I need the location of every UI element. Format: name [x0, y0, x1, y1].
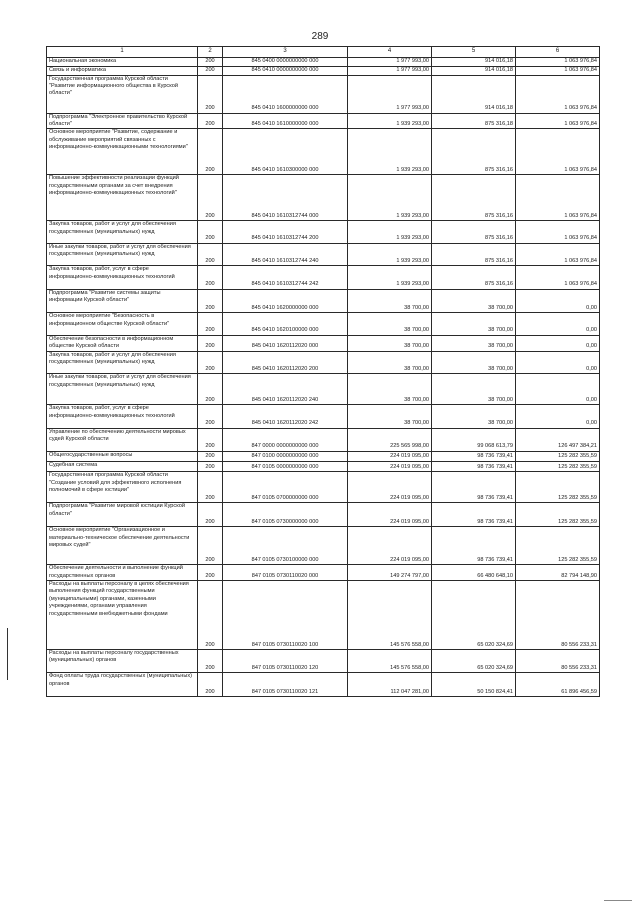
table-row [47, 451, 600, 461]
row-value-3: 1 063 976,84 [516, 221, 600, 244]
row-value-1: 145 576 558,00 [348, 649, 432, 673]
row-value-1: 38 700,00 [348, 405, 432, 429]
row-value-1: 1 977 993,00 [348, 75, 432, 113]
row-code: 200 [198, 66, 223, 75]
row-value-1: 224 019 095,00 [348, 451, 432, 461]
row-value-1: 38 700,00 [348, 351, 432, 374]
col-header-1: 1 [47, 47, 198, 58]
row-csr: 845 0410 1620112020 240 [223, 374, 348, 405]
row-code: 200 [198, 351, 223, 374]
col-header-4: 4 [348, 47, 432, 58]
row-name: Закупка товаров, работ и услуг для обеспечения государственных (муниципальных) нужд [47, 221, 198, 244]
row-name: Управление по обеспечению деятельности мировых судей Курской области [47, 428, 198, 451]
footer-rule [604, 900, 632, 901]
row-csr: 847 0105 0730110020 121 [223, 673, 348, 697]
row-name: Связь и информатика [47, 66, 198, 75]
row-name: Закупка товаров, работ и услуг для обеспечения государственных (муниципальных) нужд [47, 351, 198, 374]
row-value-3: 1 063 976,84 [516, 113, 600, 129]
row-name: Иные закупки товаров, работ и услуг для обеспечения государственных (муниципальных) нужд [47, 374, 198, 405]
row-name: Подпрограмма "Развитие системы защиты информации Курской области" [47, 289, 198, 313]
table-row [47, 113, 600, 129]
row-value-2: 914 016,18 [432, 66, 516, 75]
row-csr: 845 0410 1620112020 200 [223, 351, 348, 374]
row-value-2: 875 316,18 [432, 113, 516, 129]
row-name: Государственная программа Курской области "Создание условий для эффективного исполнения полномочий в сфере юстиции" [47, 472, 198, 503]
row-name: Основное мероприятие "Безопасность в информационном обществе Курской области" [47, 313, 198, 336]
row-code: 200 [198, 175, 223, 221]
table-row [47, 527, 600, 565]
row-csr: 845 0410 1610312744 240 [223, 243, 348, 266]
row-code: 200 [198, 113, 223, 129]
row-csr: 845 0410 0000000000 000 [223, 66, 348, 75]
table-row [47, 580, 600, 649]
row-csr: 845 0410 1610312744 242 [223, 266, 348, 290]
table-row [47, 221, 600, 244]
row-value-2: 50 150 824,41 [432, 673, 516, 697]
row-name: Национальная экономика [47, 58, 198, 67]
table-row [47, 472, 600, 503]
row-name: Закупка товаров, работ, услуг в сфере информационно-коммуникационных технологий [47, 266, 198, 290]
row-value-3: 1 063 976,84 [516, 175, 600, 221]
row-value-2: 875 316,16 [432, 243, 516, 266]
row-value-1: 38 700,00 [348, 313, 432, 336]
table-row [47, 428, 600, 451]
row-code: 200 [198, 75, 223, 113]
row-value-3: 1 063 976,84 [516, 58, 600, 67]
table-row [47, 66, 600, 75]
row-value-3: 0,00 [516, 313, 600, 336]
budget-table [46, 46, 600, 697]
row-code: 200 [198, 243, 223, 266]
row-name: Общегосударственные вопросы [47, 451, 198, 461]
row-value-3: 125 282 355,59 [516, 461, 600, 472]
row-value-3: 125 282 355,59 [516, 527, 600, 565]
row-value-3: 1 063 976,84 [516, 266, 600, 290]
row-csr: 845 0410 1620112020 000 [223, 335, 348, 351]
row-value-2: 98 736 739,41 [432, 461, 516, 472]
row-code: 200 [198, 374, 223, 405]
row-value-1: 224 019 095,00 [348, 472, 432, 503]
row-value-3: 0,00 [516, 289, 600, 313]
row-code: 200 [198, 221, 223, 244]
row-value-3: 125 282 355,59 [516, 472, 600, 503]
row-value-2: 38 700,00 [432, 289, 516, 313]
row-value-2: 66 480 648,10 [432, 565, 516, 581]
margin-mark [7, 628, 8, 680]
row-name: Иные закупки товаров, работ и услуг для обеспечения государственных (муниципальных) нужд [47, 243, 198, 266]
table-row [47, 266, 600, 290]
row-value-1: 225 565 998,00 [348, 428, 432, 451]
row-code: 200 [198, 266, 223, 290]
row-value-1: 149 274 797,00 [348, 565, 432, 581]
row-value-2: 98 736 739,41 [432, 503, 516, 527]
table-row [47, 335, 600, 351]
row-value-2: 875 316,16 [432, 129, 516, 175]
row-csr: 847 0105 0730110020 000 [223, 565, 348, 581]
row-value-2: 38 700,00 [432, 405, 516, 429]
row-value-3: 1 063 976,84 [516, 75, 600, 113]
row-value-1: 1 939 293,00 [348, 243, 432, 266]
row-value-1: 112 047 281,00 [348, 673, 432, 697]
row-csr: 845 0410 1620112020 242 [223, 405, 348, 429]
row-csr: 845 0410 1610312744 000 [223, 175, 348, 221]
row-value-1: 1 939 293,00 [348, 113, 432, 129]
row-value-3: 1 063 976,84 [516, 243, 600, 266]
row-code: 200 [198, 649, 223, 673]
row-value-2: 38 700,00 [432, 351, 516, 374]
table-row [47, 289, 600, 313]
row-value-1: 224 019 095,00 [348, 461, 432, 472]
row-value-1: 1 977 993,00 [348, 58, 432, 67]
row-csr: 845 0410 1620100000 000 [223, 313, 348, 336]
row-code: 200 [198, 289, 223, 313]
row-value-1: 38 700,00 [348, 335, 432, 351]
row-name: Основное мероприятие "Развитие, содержание и обслуживание мероприятий связанных с информационно-коммуникационными технологиями" [47, 129, 198, 175]
row-csr: 845 0410 1610300000 000 [223, 129, 348, 175]
table-row [47, 565, 600, 581]
row-value-1: 1 939 293,00 [348, 129, 432, 175]
col-header-5: 5 [432, 47, 516, 58]
row-code: 200 [198, 565, 223, 581]
row-value-1: 224 019 095,00 [348, 503, 432, 527]
row-value-2: 38 700,00 [432, 335, 516, 351]
row-csr: 847 0105 0730100000 000 [223, 527, 348, 565]
row-value-2: 98 736 739,41 [432, 527, 516, 565]
row-code: 200 [198, 503, 223, 527]
row-value-1: 224 019 095,00 [348, 527, 432, 565]
row-value-2: 875 316,16 [432, 221, 516, 244]
row-csr: 845 0400 0000000000 000 [223, 58, 348, 67]
row-code: 200 [198, 472, 223, 503]
row-value-3: 1 063 976,84 [516, 66, 600, 75]
page-number: 289 [311, 31, 329, 42]
table-row [47, 673, 600, 697]
row-csr: 847 0105 0000000000 000 [223, 461, 348, 472]
row-value-3: 0,00 [516, 335, 600, 351]
row-value-2: 65 020 324,69 [432, 649, 516, 673]
col-header-3: 3 [223, 47, 348, 58]
row-value-3: 0,00 [516, 405, 600, 429]
row-name: Обеспечение безопасности в информационном обществе Курской области [47, 335, 198, 351]
row-code: 200 [198, 527, 223, 565]
row-value-2: 99 068 613,79 [432, 428, 516, 451]
row-name: Основное мероприятие "Организационное и материально-техническое обеспечение деятельности мировых судей" [47, 527, 198, 565]
row-code: 200 [198, 580, 223, 649]
row-code: 200 [198, 673, 223, 697]
row-name: Подпрограмма "Развитие мировой юстиции Курской области" [47, 503, 198, 527]
row-code: 200 [198, 428, 223, 451]
col-header-6: 6 [516, 47, 600, 58]
row-csr: 847 0000 0000000000 000 [223, 428, 348, 451]
row-value-1: 38 700,00 [348, 289, 432, 313]
table-row [47, 503, 600, 527]
row-value-3: 80 556 233,31 [516, 649, 600, 673]
row-value-1: 38 700,00 [348, 374, 432, 405]
row-value-3: 0,00 [516, 374, 600, 405]
row-value-3: 61 896 456,59 [516, 673, 600, 697]
row-value-2: 875 316,16 [432, 266, 516, 290]
row-code: 200 [198, 451, 223, 461]
row-name: Расходы на выплаты персоналу государственных (муниципальных) органов [47, 649, 198, 673]
row-name: Обеспечение деятельности и выполнение функций государственных органов [47, 565, 198, 581]
row-value-1: 1 939 293,00 [348, 266, 432, 290]
row-name: Закупка товаров, работ, услуг в сфере информационно-коммуникационных технологий [47, 405, 198, 429]
row-value-1: 1 977 993,00 [348, 66, 432, 75]
row-name: Подпрограмма "Электронное правительство Курской области" [47, 113, 198, 129]
row-value-2: 65 020 324,69 [432, 580, 516, 649]
table-row [47, 405, 600, 429]
col-header-2: 2 [198, 47, 223, 58]
table-row [47, 75, 600, 113]
row-value-3: 125 282 355,59 [516, 503, 600, 527]
row-value-1: 1 939 293,00 [348, 175, 432, 221]
row-value-2: 38 700,00 [432, 313, 516, 336]
table-row [47, 374, 600, 405]
table-row [47, 461, 600, 472]
row-value-3: 82 794 148,90 [516, 565, 600, 581]
table-row [47, 243, 600, 266]
row-value-3: 0,00 [516, 351, 600, 374]
row-csr: 845 0410 1610312744 200 [223, 221, 348, 244]
row-value-3: 1 063 976,84 [516, 129, 600, 175]
row-code: 200 [198, 129, 223, 175]
row-csr: 847 0105 0700000000 000 [223, 472, 348, 503]
row-value-1: 145 576 558,00 [348, 580, 432, 649]
row-value-3: 80 556 233,31 [516, 580, 600, 649]
row-name: Расходы на выплаты персоналу в целях обеспечения выполнения функций государственными (муниципальными) органами, казенными учреждениями, органами управления государственными внебюджетными фондами [47, 580, 198, 649]
row-value-3: 126 497 384,21 [516, 428, 600, 451]
row-code: 200 [198, 461, 223, 472]
row-name: Государственная программа Курской области "Развитие информационного общества в Курской области" [47, 75, 198, 113]
row-value-2: 914 016,18 [432, 75, 516, 113]
table-row [47, 58, 600, 67]
row-value-2: 98 736 739,41 [432, 472, 516, 503]
row-csr: 845 0410 1600000000 000 [223, 75, 348, 113]
row-value-2: 875 316,16 [432, 175, 516, 221]
row-value-3: 125 282 355,59 [516, 451, 600, 461]
header-row [47, 47, 600, 58]
table-row [47, 351, 600, 374]
row-code: 200 [198, 405, 223, 429]
row-name: Повышение эффективности реализации функций государственными органами за счет внедрения информационно-коммуникационных технологий" [47, 175, 198, 221]
row-value-1: 1 939 293,00 [348, 221, 432, 244]
table-row [47, 129, 600, 175]
row-csr: 847 0105 0730000000 000 [223, 503, 348, 527]
row-csr: 847 0105 0730110020 120 [223, 649, 348, 673]
row-name: Фонд оплаты труда государственных (муниципальных) органов [47, 673, 198, 697]
row-csr: 845 0410 1620000000 000 [223, 289, 348, 313]
table-body [47, 58, 600, 697]
row-csr: 847 0100 0000000000 000 [223, 451, 348, 461]
table-row [47, 175, 600, 221]
row-csr: 847 0105 0730110020 100 [223, 580, 348, 649]
row-value-2: 38 700,00 [432, 374, 516, 405]
row-name: Судебная система [47, 461, 198, 472]
row-value-2: 914 016,18 [432, 58, 516, 67]
table-row [47, 313, 600, 336]
table-row [47, 649, 600, 673]
row-code: 200 [198, 58, 223, 67]
row-code: 200 [198, 313, 223, 336]
row-value-2: 98 736 739,41 [432, 451, 516, 461]
row-csr: 845 0410 1610000000 000 [223, 113, 348, 129]
row-code: 200 [198, 335, 223, 351]
